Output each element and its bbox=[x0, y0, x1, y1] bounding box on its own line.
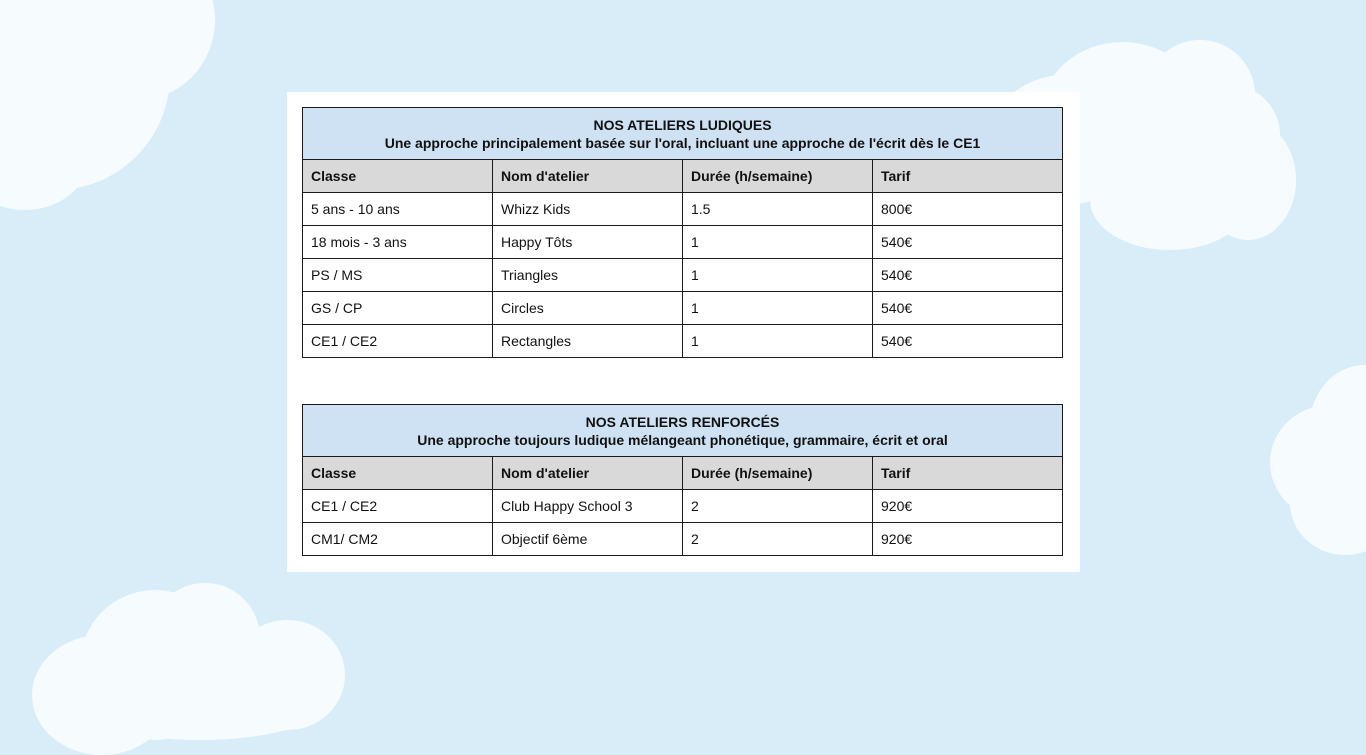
pricing-card bbox=[287, 92, 1080, 572]
cell-nom-atelier: Club Happy School 3 bbox=[493, 490, 683, 523]
cell-classe: CE1 / CE2 bbox=[303, 490, 493, 523]
cell-classe: CM1/ CM2 bbox=[303, 523, 493, 556]
header-duree: Durée (h/semaine) bbox=[683, 160, 873, 193]
table-title: NOS ATELIERS LUDIQUES bbox=[593, 116, 772, 133]
header-nom-atelier: Nom d'atelier bbox=[493, 160, 683, 193]
table-ateliers-ludiques bbox=[302, 107, 1063, 358]
table-row bbox=[303, 325, 1063, 358]
cell-nom-atelier: Objectif 6ème bbox=[493, 523, 683, 556]
header-duree: Durée (h/semaine) bbox=[683, 457, 873, 490]
cell-tarif: 920€ bbox=[873, 490, 1063, 523]
cell-classe: PS / MS bbox=[303, 259, 493, 292]
cell-duree: 1 bbox=[683, 259, 873, 292]
header-tarif: Tarif bbox=[873, 160, 1063, 193]
table-row bbox=[303, 193, 1063, 226]
cell-nom-atelier: Whizz Kids bbox=[493, 193, 683, 226]
table-title-cell bbox=[303, 405, 1063, 457]
table-row bbox=[303, 490, 1063, 523]
header-classe: Classe bbox=[303, 160, 493, 193]
cell-classe: GS / CP bbox=[303, 292, 493, 325]
cell-duree: 1 bbox=[683, 325, 873, 358]
cell-nom-atelier: Triangles bbox=[493, 259, 683, 292]
table-subtitle: Une approche toujours ludique mélangeant phonétique, grammaire, écrit et oral bbox=[417, 431, 948, 448]
cell-tarif: 540€ bbox=[873, 226, 1063, 259]
cell-duree: 2 bbox=[683, 523, 873, 556]
table-row bbox=[303, 523, 1063, 556]
table-header-row bbox=[303, 457, 1063, 490]
cell-duree: 1.5 bbox=[683, 193, 873, 226]
header-classe: Classe bbox=[303, 457, 493, 490]
cell-duree: 1 bbox=[683, 226, 873, 259]
table-row bbox=[303, 259, 1063, 292]
cell-duree: 1 bbox=[683, 292, 873, 325]
cell-tarif: 540€ bbox=[873, 325, 1063, 358]
table-subtitle: Une approche principalement basée sur l'oral, incluant une approche de l'écrit dès le CE1 bbox=[384, 134, 981, 151]
table-title-cell bbox=[303, 108, 1063, 160]
header-nom-atelier: Nom d'atelier bbox=[493, 457, 683, 490]
cell-duree: 2 bbox=[683, 490, 873, 523]
cell-classe: CE1 / CE2 bbox=[303, 325, 493, 358]
cell-nom-atelier: Rectangles bbox=[493, 325, 683, 358]
cell-tarif: 540€ bbox=[873, 259, 1063, 292]
table-row bbox=[303, 292, 1063, 325]
table-title: NOS ATELIERS RENFORCÉS bbox=[585, 413, 780, 430]
cell-tarif: 800€ bbox=[873, 193, 1063, 226]
cell-tarif: 920€ bbox=[873, 523, 1063, 556]
table-header-row bbox=[303, 160, 1063, 193]
cell-nom-atelier: Circles bbox=[493, 292, 683, 325]
table-row bbox=[303, 226, 1063, 259]
cell-nom-atelier: Happy Tôts bbox=[493, 226, 683, 259]
header-tarif: Tarif bbox=[873, 457, 1063, 490]
table-ateliers-renforces bbox=[302, 404, 1063, 556]
cell-classe: 18 mois - 3 ans bbox=[303, 226, 493, 259]
cell-tarif: 540€ bbox=[873, 292, 1063, 325]
cell-classe: 5 ans - 10 ans bbox=[303, 193, 493, 226]
